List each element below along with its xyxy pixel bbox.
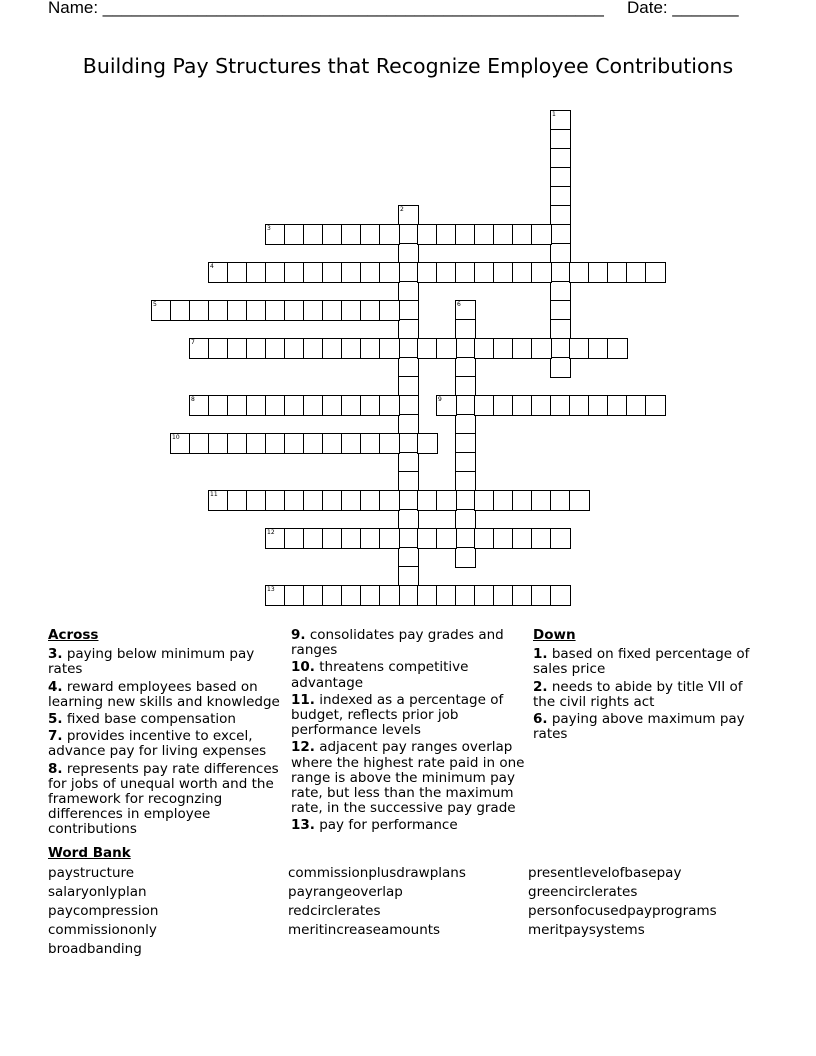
grid-cell[interactable] (436, 224, 457, 245)
clue-down-6: 6. paying above maximum pay rates (533, 711, 745, 743)
grid-cell[interactable] (284, 433, 305, 454)
grid-cell[interactable] (531, 490, 552, 511)
grid-cell[interactable] (322, 433, 343, 454)
clue-down-1: 1. based on fixed percentage of sales price (533, 646, 750, 678)
grid-cell[interactable] (607, 262, 628, 283)
clue-number-label: 3 (267, 225, 271, 232)
word-bank-item: commissionplusdrawplans (288, 865, 466, 881)
grid-cell[interactable] (379, 338, 400, 359)
grid-cell[interactable] (246, 395, 267, 416)
clue-across-12: 12. adjacent pay ranges overlap where the highest rate paid in one range is above the minimum pay rate, but less than the maximum rate, in the successive pay grade (291, 739, 525, 817)
grid-cell[interactable] (550, 490, 571, 511)
grid-cell[interactable] (284, 338, 305, 359)
grid-cell[interactable] (550, 129, 571, 150)
clue-number-label: 8 (191, 396, 195, 403)
clue-number-label: 12 (267, 529, 275, 536)
word-bank-item: paycompression (48, 903, 159, 919)
grid-cell[interactable] (645, 395, 666, 416)
grid-cell[interactable] (550, 186, 571, 207)
grid-cell[interactable] (417, 490, 438, 511)
grid-cell[interactable] (455, 490, 476, 511)
clue-across-10: 10. threatens competitive advantage (291, 659, 469, 691)
grid-cell[interactable] (379, 224, 400, 245)
grid-cell[interactable] (379, 490, 400, 511)
grid-cell[interactable] (588, 395, 609, 416)
grid-cell[interactable] (417, 433, 438, 454)
grid-cell[interactable] (322, 528, 343, 549)
clue-number-label: 5 (153, 301, 157, 308)
grid-cell[interactable] (303, 300, 324, 321)
grid-cell[interactable] (626, 262, 647, 283)
grid-cell[interactable] (246, 338, 267, 359)
grid-cell[interactable] (379, 528, 400, 549)
grid-cell[interactable] (436, 490, 457, 511)
clue-across-5: 5. fixed base compensation (48, 711, 236, 728)
date-line[interactable]: Date: _______ (627, 0, 739, 17)
grid-cell[interactable] (455, 585, 476, 606)
grid-cell[interactable] (550, 357, 571, 378)
clue-number-label: 9 (438, 396, 442, 403)
grid-cell[interactable] (265, 300, 286, 321)
grid-cell[interactable] (417, 338, 438, 359)
grid-cell[interactable] (360, 224, 381, 245)
grid-cell[interactable] (569, 395, 590, 416)
grid-cell[interactable] (398, 357, 419, 378)
clue-across-4: 4. reward employees based on learning new skills and knowledge (48, 678, 280, 710)
grid-cell[interactable] (531, 224, 552, 245)
grid-cell[interactable] (550, 167, 571, 188)
grid-cell[interactable] (398, 490, 419, 511)
grid-cell[interactable] (531, 585, 552, 606)
grid-cell[interactable] (417, 262, 438, 283)
grid-cell[interactable] (341, 433, 362, 454)
word-bank-item: paystructure (48, 865, 135, 881)
grid-cell[interactable] (512, 490, 533, 511)
grid-cell[interactable] (512, 262, 533, 283)
grid-cell[interactable] (531, 262, 552, 283)
grid-cell[interactable] (322, 395, 343, 416)
grid-cell[interactable] (227, 338, 248, 359)
grid-cell[interactable] (303, 395, 324, 416)
grid-cell[interactable] (398, 319, 419, 340)
grid-cell[interactable] (341, 585, 362, 606)
clue-number-label: 6 (457, 301, 461, 308)
word-bank-item: salaryonlyplan (48, 884, 147, 900)
grid-cell[interactable] (303, 338, 324, 359)
clue-across-8: 8. represents pay rate differences for jobs of unequal worth and the framework for recognzing differences in employee contributions (48, 760, 279, 838)
grid-cell[interactable] (360, 395, 381, 416)
grid-cell[interactable] (341, 338, 362, 359)
word-bank-item: meritincreaseamounts (288, 922, 441, 938)
grid-cell[interactable] (284, 528, 305, 549)
grid-cell[interactable] (398, 338, 419, 359)
grid-cell[interactable] (189, 433, 210, 454)
grid-cell[interactable] (417, 224, 438, 245)
grid-cell[interactable] (417, 528, 438, 549)
grid-cell[interactable] (360, 585, 381, 606)
grid-cell[interactable] (455, 319, 476, 340)
grid-cell[interactable] (455, 433, 476, 454)
grid-cell[interactable] (455, 262, 476, 283)
clue-across-3: 3. paying below minimum pay rates (48, 646, 255, 678)
grid-cell[interactable] (436, 528, 457, 549)
grid-cell[interactable] (569, 490, 590, 511)
grid-cell[interactable] (208, 433, 229, 454)
grid-cell[interactable] (284, 262, 305, 283)
grid-cell[interactable] (436, 262, 457, 283)
grid-cell[interactable] (265, 433, 286, 454)
grid-cell[interactable] (550, 528, 571, 549)
grid-cell[interactable] (455, 224, 476, 245)
grid-cell[interactable] (588, 338, 609, 359)
name-line[interactable]: Name: _____________________________________________________ (48, 0, 604, 17)
grid-cell[interactable] (398, 281, 419, 302)
word-bank-item: redcirclerates (288, 903, 381, 919)
grid-cell[interactable] (398, 566, 419, 587)
grid-cell[interactable] (398, 262, 419, 283)
clue-across-11: 11. indexed as a percentage of budget, reflects prior job performance levels (291, 691, 504, 739)
clue-down-2: 2. needs to abide by title VII of the civil rights act (533, 678, 743, 710)
grid-cell[interactable] (246, 490, 267, 511)
word-bank-heading: Word Bank (48, 845, 131, 861)
clue-number-label: 10 (172, 434, 180, 441)
word-bank-item: presentlevelofbasepay (528, 865, 682, 881)
grid-cell[interactable] (493, 224, 514, 245)
grid-cell[interactable] (474, 528, 495, 549)
word-bank-item: personfocusedpayprograms (528, 903, 717, 919)
grid-cell[interactable] (227, 395, 248, 416)
grid-cell[interactable] (455, 452, 476, 473)
grid-cell[interactable] (474, 262, 495, 283)
grid-cell[interactable] (474, 338, 495, 359)
across-clues-col1 (48, 628, 280, 840)
grid-cell[interactable] (398, 547, 419, 568)
grid-cell[interactable] (512, 395, 533, 416)
grid-cell[interactable] (265, 490, 286, 511)
grid-cell[interactable] (246, 433, 267, 454)
grid-cell[interactable] (607, 395, 628, 416)
grid-cell[interactable] (379, 433, 400, 454)
grid-cell[interactable] (550, 585, 571, 606)
grid-cell[interactable] (455, 376, 476, 397)
word-bank-item: broadbanding (48, 941, 142, 957)
grid-cell[interactable] (436, 585, 457, 606)
grid-cell[interactable] (303, 585, 324, 606)
grid-cell[interactable] (550, 395, 571, 416)
grid-cell[interactable] (493, 338, 514, 359)
grid-cell[interactable] (379, 585, 400, 606)
grid-cell[interactable] (246, 300, 267, 321)
grid-cell[interactable] (493, 395, 514, 416)
grid-cell[interactable] (341, 395, 362, 416)
grid-cell[interactable] (607, 338, 628, 359)
grid-cell[interactable] (455, 414, 476, 435)
grid-cell[interactable] (189, 300, 210, 321)
grid-cell[interactable] (284, 490, 305, 511)
clue-across-13: 13. pay for performance (291, 817, 458, 834)
grid-cell[interactable] (550, 205, 571, 226)
grid-cell[interactable] (455, 528, 476, 549)
grid-cell[interactable] (436, 338, 457, 359)
grid-cell[interactable] (341, 528, 362, 549)
grid-cell[interactable] (550, 224, 571, 245)
grid-cell[interactable] (455, 509, 476, 530)
grid-cell[interactable] (417, 585, 438, 606)
grid-cell[interactable] (398, 471, 419, 492)
grid-cell[interactable] (569, 338, 590, 359)
grid-cell[interactable] (322, 338, 343, 359)
clue-number-label: 1 (552, 111, 556, 118)
grid-cell[interactable] (398, 376, 419, 397)
grid-cell[interactable] (512, 528, 533, 549)
grid-cell[interactable] (455, 471, 476, 492)
across-heading: Across (48, 627, 99, 643)
grid-cell[interactable] (341, 224, 362, 245)
grid-cell[interactable] (455, 547, 476, 568)
grid-cell[interactable] (398, 585, 419, 606)
grid-cell[interactable] (398, 528, 419, 549)
grid-cell[interactable] (398, 433, 419, 454)
clue-across-9: 9. consolidates pay grades and ranges (291, 627, 504, 659)
clue-number-label: 13 (267, 586, 275, 593)
clue-number-label: 11 (210, 491, 218, 498)
grid-cell[interactable] (550, 338, 571, 359)
grid-cell[interactable] (493, 585, 514, 606)
word-bank-item: meritpaysystems (528, 922, 645, 938)
grid-cell[interactable] (550, 148, 571, 169)
grid-cell[interactable] (550, 319, 571, 340)
grid-cell[interactable] (379, 300, 400, 321)
grid-cell[interactable] (398, 509, 419, 530)
down-heading: Down (533, 627, 576, 643)
grid-cell[interactable] (360, 262, 381, 283)
clue-number-label: 2 (400, 206, 404, 213)
grid-cell[interactable] (645, 262, 666, 283)
grid-cell[interactable] (341, 300, 362, 321)
grid-cell[interactable] (512, 338, 533, 359)
grid-cell[interactable] (379, 262, 400, 283)
grid-cell[interactable] (341, 262, 362, 283)
grid-cell[interactable] (512, 224, 533, 245)
grid-cell[interactable] (398, 300, 419, 321)
grid-cell[interactable] (227, 300, 248, 321)
grid-cell[interactable] (531, 338, 552, 359)
grid-cell[interactable] (322, 585, 343, 606)
grid-cell[interactable] (550, 243, 571, 264)
grid-cell[interactable] (379, 395, 400, 416)
grid-cell[interactable] (360, 490, 381, 511)
grid-cell[interactable] (531, 528, 552, 549)
word-bank-item: commissiononly (48, 922, 157, 938)
grid-cell[interactable] (303, 224, 324, 245)
grid-cell[interactable] (303, 490, 324, 511)
grid-cell[interactable] (322, 224, 343, 245)
clue-across-7: 7. provides incentive to excel, advance pay for living expenses (48, 728, 267, 760)
grid-cell[interactable] (398, 243, 419, 264)
grid-cell[interactable] (265, 262, 286, 283)
grid-cell[interactable] (398, 395, 419, 416)
grid-cell[interactable] (455, 338, 476, 359)
grid-cell[interactable] (360, 528, 381, 549)
grid-cell[interactable] (474, 490, 495, 511)
grid-cell[interactable] (227, 490, 248, 511)
grid-cell[interactable] (474, 395, 495, 416)
grid-cell[interactable] (512, 585, 533, 606)
grid-cell[interactable] (208, 338, 229, 359)
grid-cell[interactable] (227, 262, 248, 283)
grid-cell[interactable] (208, 395, 229, 416)
grid-cell[interactable] (550, 262, 571, 283)
down-clues (533, 628, 763, 744)
grid-cell[interactable] (284, 585, 305, 606)
word-bank-col3 (528, 864, 717, 940)
grid-cell[interactable] (360, 338, 381, 359)
grid-cell[interactable] (569, 262, 590, 283)
grid-cell[interactable] (303, 433, 324, 454)
grid-cell[interactable] (455, 395, 476, 416)
clue-number-label: 4 (210, 263, 214, 270)
grid-cell[interactable] (493, 528, 514, 549)
grid-cell[interactable] (284, 224, 305, 245)
grid-cell[interactable] (284, 395, 305, 416)
grid-cell[interactable] (550, 300, 571, 321)
grid-cell[interactable] (360, 300, 381, 321)
grid-cell[interactable] (474, 224, 495, 245)
page-title: Building Pay Structures that Recognize Employee Contributions (82, 54, 734, 78)
grid-cell[interactable] (493, 262, 514, 283)
grid-cell[interactable] (303, 262, 324, 283)
grid-cell[interactable] (474, 585, 495, 606)
grid-cell[interactable] (265, 395, 286, 416)
grid-cell[interactable] (265, 338, 286, 359)
grid-cell[interactable] (303, 528, 324, 549)
clue-number-label: 7 (191, 339, 195, 346)
grid-cell[interactable] (284, 300, 305, 321)
grid-cell[interactable] (208, 300, 229, 321)
word-bank-col1 (48, 864, 158, 959)
grid-cell[interactable] (398, 452, 419, 473)
grid-cell[interactable] (170, 300, 191, 321)
grid-cell[interactable] (341, 490, 362, 511)
grid-cell[interactable] (550, 281, 571, 302)
across-clues-col2 (291, 628, 527, 836)
word-bank-item: greencirclerates (528, 884, 638, 900)
grid-cell[interactable] (360, 433, 381, 454)
word-bank-item: payrangeoverlap (288, 884, 403, 900)
grid-cell[interactable] (455, 357, 476, 378)
grid-cell[interactable] (531, 395, 552, 416)
grid-cell[interactable] (398, 414, 419, 435)
grid-cell[interactable] (246, 262, 267, 283)
grid-cell[interactable] (588, 262, 609, 283)
word-bank-col2 (288, 864, 466, 940)
grid-cell[interactable] (398, 224, 419, 245)
grid-cell[interactable] (626, 395, 647, 416)
grid-cell[interactable] (322, 490, 343, 511)
grid-cell[interactable] (322, 300, 343, 321)
grid-cell[interactable] (322, 262, 343, 283)
grid-cell[interactable] (493, 490, 514, 511)
grid-cell[interactable] (227, 433, 248, 454)
